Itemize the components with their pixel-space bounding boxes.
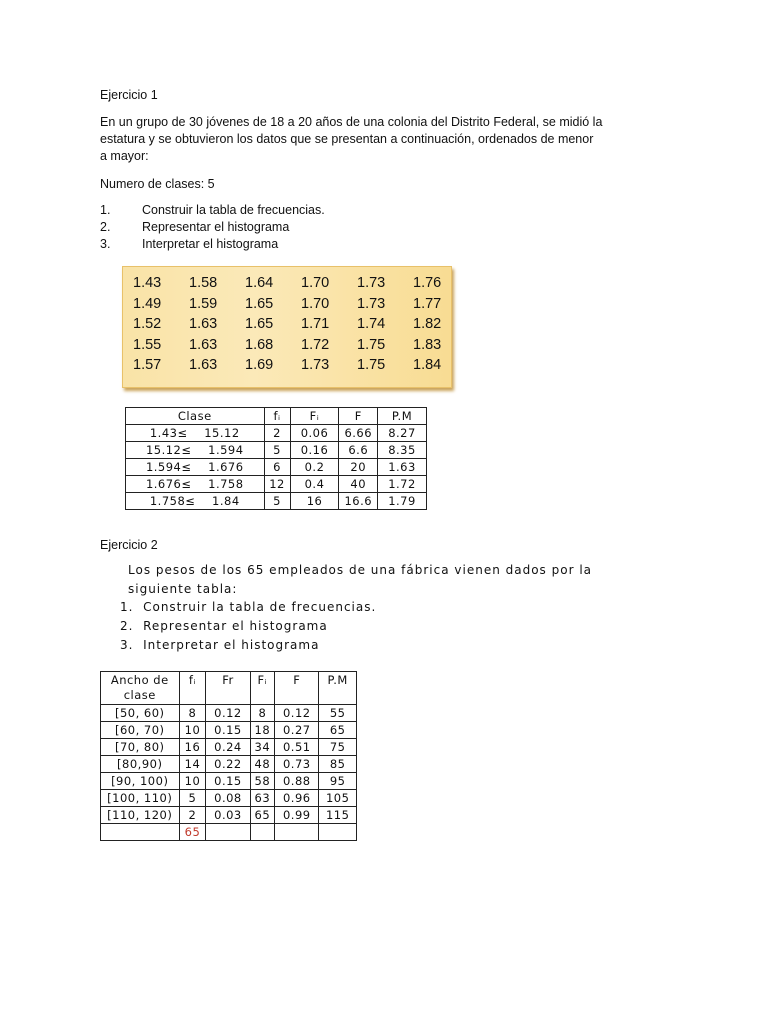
data-value: 1.73 <box>357 295 386 312</box>
table-cell: 0.16 <box>290 442 339 459</box>
table-cell: [60, 70) <box>101 722 180 739</box>
task-item: 1. Construir la tabla de frecuencias. <box>120 600 377 614</box>
table-header-row <box>126 408 427 425</box>
data-value: 1.52 <box>133 316 162 332</box>
table-cell: 95 <box>319 773 357 790</box>
table-cell: 65 <box>319 722 357 739</box>
data-value: 1.77 <box>413 295 442 312</box>
table-cell: 16.6 <box>339 493 378 510</box>
total-cell: 65 <box>179 824 206 841</box>
height-data-grid <box>133 275 469 378</box>
table-cell: 10 <box>179 773 206 790</box>
data-value: 1.73 <box>301 357 330 373</box>
table-row <box>101 739 357 756</box>
task-item: 3. Interpretar el histograma <box>120 638 320 652</box>
table-cell: 8 <box>250 705 275 722</box>
class-cell: 1.758≤ 1.84 <box>126 493 265 510</box>
data-value: 1.76 <box>413 275 442 291</box>
class-cell: 1.594≤ 1.676 <box>126 459 265 476</box>
data-value: 1.63 <box>189 357 218 373</box>
data-value: 1.83 <box>413 336 442 353</box>
header-cell: P.M <box>319 672 357 705</box>
header-cell: fᵢ <box>179 672 206 705</box>
data-value: 1.70 <box>301 275 330 291</box>
table-cell: 75 <box>319 739 357 756</box>
table-cell: 0.22 <box>206 756 250 773</box>
table-cell: 8.35 <box>378 442 427 459</box>
table-cell: 85 <box>319 756 357 773</box>
table-cell: 65 <box>250 807 275 824</box>
table-cell: 34 <box>250 739 275 756</box>
table-cell: 55 <box>319 705 357 722</box>
table-cell: 0.24 <box>206 739 250 756</box>
frequency-table-2 <box>100 671 357 841</box>
data-value: 1.70 <box>301 295 330 312</box>
data-value: 1.58 <box>189 275 218 291</box>
table-cell: 5 <box>264 493 290 510</box>
data-value: 1.73 <box>357 275 386 291</box>
table-cell: [90, 100) <box>101 773 180 790</box>
table-cell: [70, 80) <box>101 739 180 756</box>
table-cell: 12 <box>264 476 290 493</box>
table-row <box>101 705 357 722</box>
table-header-row <box>101 672 357 705</box>
header-cell: Fᵢ <box>250 672 275 705</box>
frequency-table-1 <box>125 407 427 510</box>
table-cell: 0.73 <box>275 756 319 773</box>
table-cell: 16 <box>290 493 339 510</box>
header-cell: F <box>339 408 378 425</box>
table-cell: 0.99 <box>275 807 319 824</box>
table-cell: 0.4 <box>290 476 339 493</box>
data-value: 1.74 <box>357 316 386 332</box>
table-cell <box>275 824 319 841</box>
exercise-1-intro-line-2: estatura y se obtuvieron los datos que se presentan a continuación, ordenados de menor <box>100 132 594 146</box>
table-cell: 16 <box>179 739 206 756</box>
data-value: 1.82 <box>413 316 442 332</box>
table-row <box>101 722 357 739</box>
table-cell: 0.08 <box>206 790 250 807</box>
header-cell: Ancho de clase <box>101 672 180 705</box>
table-row <box>126 425 427 442</box>
data-value: 1.55 <box>133 336 162 353</box>
table-cell: [110, 120) <box>101 807 180 824</box>
table-cell: 0.12 <box>275 705 319 722</box>
table-cell: 20 <box>339 459 378 476</box>
table-row <box>101 756 357 773</box>
table-cell <box>101 824 180 841</box>
exercise-1-intro-line-3: a mayor: <box>100 149 149 163</box>
height-data-image <box>122 266 452 388</box>
exercise-2-intro-line-1: Los pesos de los 65 empleados de una fábrica vienen dados por la <box>128 563 593 577</box>
data-value: 1.57 <box>133 357 162 373</box>
class-cell: 1.43≤ 15.12 <box>126 425 265 442</box>
header-cell: Clase <box>126 408 265 425</box>
table-cell: 6.66 <box>339 425 378 442</box>
table-row <box>101 807 357 824</box>
table-cell: 48 <box>250 756 275 773</box>
table-cell: [80,90) <box>101 756 180 773</box>
table-cell: 18 <box>250 722 275 739</box>
table-row <box>101 790 357 807</box>
table-cell: 5 <box>264 442 290 459</box>
data-value: 1.63 <box>189 316 218 332</box>
table-cell: 0.15 <box>206 722 250 739</box>
data-value: 1.43 <box>133 275 162 291</box>
table-cell: 0.06 <box>290 425 339 442</box>
table-total-row <box>101 824 357 841</box>
data-value: 1.71 <box>301 316 330 332</box>
table-cell: 1.79 <box>378 493 427 510</box>
table-cell: 0.03 <box>206 807 250 824</box>
data-value: 1.84 <box>413 357 442 373</box>
table-cell: 6.6 <box>339 442 378 459</box>
table-cell: [50, 60) <box>101 705 180 722</box>
data-value: 1.59 <box>189 295 218 312</box>
table-cell: 115 <box>319 807 357 824</box>
table-cell: 2 <box>179 807 206 824</box>
table-cell: 8 <box>179 705 206 722</box>
data-value: 1.69 <box>245 357 274 373</box>
table-cell: 0.15 <box>206 773 250 790</box>
table-cell: 2 <box>264 425 290 442</box>
class-cell: 15.12≤ 1.594 <box>126 442 265 459</box>
header-cell: F <box>275 672 319 705</box>
data-value: 1.63 <box>189 336 218 353</box>
header-cell: Fr <box>206 672 250 705</box>
data-value: 1.68 <box>245 336 274 353</box>
table-cell: 5 <box>179 790 206 807</box>
data-value: 1.75 <box>357 336 386 353</box>
task-item: 2. Representar el histograma <box>120 619 328 633</box>
table-cell: 0.2 <box>290 459 339 476</box>
table-cell: 0.12 <box>206 705 250 722</box>
table-row <box>101 773 357 790</box>
exercise-2-intro-line-2: siguiente tabla: <box>128 582 238 596</box>
table-row <box>126 442 427 459</box>
data-value: 1.64 <box>245 275 274 291</box>
table-cell: 10 <box>179 722 206 739</box>
data-value: 1.65 <box>245 316 274 332</box>
table-cell: 0.27 <box>275 722 319 739</box>
table-cell: 0.88 <box>275 773 319 790</box>
table-cell: 58 <box>250 773 275 790</box>
class-cell: 1.676≤ 1.758 <box>126 476 265 493</box>
table-cell: 8.27 <box>378 425 427 442</box>
exercise-2-title: Ejercicio 2 <box>100 538 158 552</box>
table-cell: 0.51 <box>275 739 319 756</box>
table-row <box>126 476 427 493</box>
data-value: 1.49 <box>133 295 162 312</box>
table-cell <box>319 824 357 841</box>
table-cell: 105 <box>319 790 357 807</box>
exercise-1-intro-line-1: En un grupo de 30 jóvenes de 18 a 20 años de una colonia del Distrito Federal, se midió la <box>100 115 603 129</box>
table-cell: 40 <box>339 476 378 493</box>
table-cell <box>250 824 275 841</box>
header-cell: Fᵢ <box>290 408 339 425</box>
table-cell: [100, 110) <box>101 790 180 807</box>
table-row <box>126 459 427 476</box>
table-cell: 1.72 <box>378 476 427 493</box>
exercise-1-title: Ejercicio 1 <box>100 88 158 102</box>
header-cell: P.M <box>378 408 427 425</box>
data-value: 1.75 <box>357 357 386 373</box>
header-cell: fᵢ <box>264 408 290 425</box>
table-cell <box>206 824 250 841</box>
number-of-classes: Numero de clases: 5 <box>100 177 215 191</box>
table-cell: 0.96 <box>275 790 319 807</box>
data-value: 1.72 <box>301 336 330 353</box>
table-cell: 6 <box>264 459 290 476</box>
table-cell: 14 <box>179 756 206 773</box>
table-row <box>126 493 427 510</box>
table-cell: 63 <box>250 790 275 807</box>
data-value: 1.65 <box>245 295 274 312</box>
table-cell: 1.63 <box>378 459 427 476</box>
